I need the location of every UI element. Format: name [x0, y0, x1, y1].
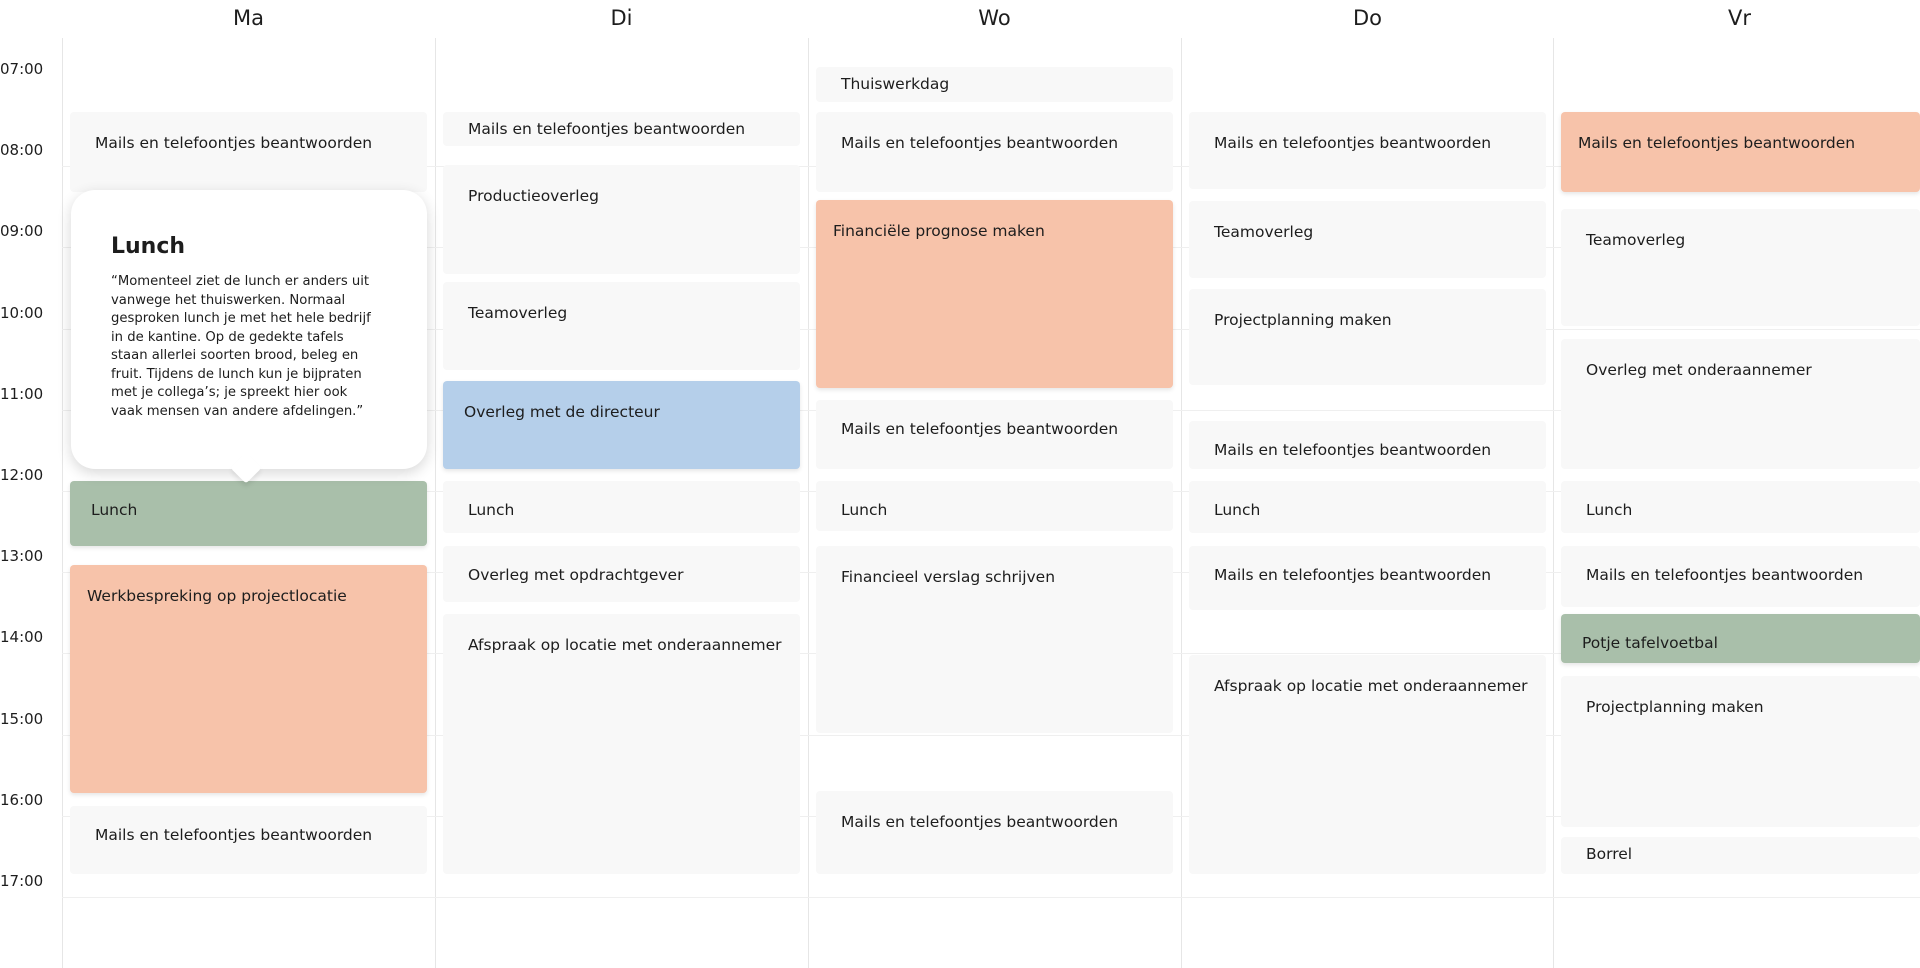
hour-label: 14:00: [0, 628, 44, 647]
calendar-event[interactable]: [816, 481, 1173, 531]
calendar-event[interactable]: [1189, 481, 1546, 532]
hour-label: 11:00: [0, 384, 44, 403]
event-label: Mails en telefoontjes beantwoorden: [1586, 566, 1864, 585]
calendar-event[interactable]: [1189, 201, 1546, 278]
event-label: Afspraak op locatie met onderaannemer: [1214, 676, 1528, 695]
event-label: Projectplanning maken: [1586, 698, 1764, 717]
column-divider: [808, 38, 809, 968]
calendar-event[interactable]: [443, 481, 800, 532]
calendar-event[interactable]: [443, 165, 800, 275]
calendar-event[interactable]: [70, 481, 427, 546]
calendar-event[interactable]: [70, 112, 427, 192]
event-label: Werkbespreking op projectlocatie: [87, 587, 347, 606]
hour-label: 07:00: [0, 60, 44, 78]
calendar-event[interactable]: [1189, 546, 1546, 610]
calendar-event[interactable]: [443, 282, 800, 370]
event-label: Overleg met de directeur: [464, 403, 660, 422]
event-label: Borrel: [1586, 845, 1633, 864]
calendar-event[interactable]: [443, 112, 800, 146]
event-label: Teamoverleg: [1586, 231, 1686, 250]
calendar-event[interactable]: [816, 200, 1173, 388]
calendar-event[interactable]: [443, 546, 800, 601]
day-header-vr: Vr: [1728, 6, 1751, 30]
event-label: Lunch: [1586, 501, 1633, 520]
event-label: Overleg met onderaannemer: [1586, 361, 1812, 380]
hour-label: 17:00: [0, 872, 44, 890]
event-label: Financiële prognose maken: [833, 221, 1045, 240]
event-label: Afspraak op locatie met onderaannemer: [468, 636, 782, 655]
day-header-wo: Wo: [978, 6, 1011, 30]
event-label: Overleg met opdrachtgever: [468, 566, 684, 585]
event-label: Mails en telefoontjes beantwoorden: [95, 133, 373, 152]
event-label: Mails en telefoontjes beantwoorden: [841, 813, 1119, 832]
hour-label: 15:00: [0, 709, 44, 728]
calendar-event[interactable]: [1561, 676, 1920, 826]
hour-label: 16:00: [0, 790, 44, 809]
event-label: Mails en telefoontjes beantwoorden: [1214, 440, 1492, 459]
column-divider: [1181, 38, 1182, 968]
event-label: Teamoverleg: [1214, 223, 1314, 242]
hour-gridline: [62, 897, 1920, 898]
event-label: Teamoverleg: [468, 304, 568, 323]
event-label: Productieoverleg: [468, 186, 599, 205]
event-popover: [71, 190, 427, 469]
calendar-event[interactable]: [443, 614, 800, 874]
calendar-event[interactable]: [1189, 289, 1546, 385]
event-label: Mails en telefoontjes beantwoorden: [95, 826, 373, 845]
calendar-event[interactable]: [1561, 209, 1920, 325]
calendar-event[interactable]: [443, 381, 800, 469]
hour-label: 13:00: [0, 547, 44, 566]
column-divider: [435, 38, 436, 968]
event-label: Mails en telefoontjes beantwoorden: [1214, 566, 1492, 585]
day-header-do: Do: [1352, 6, 1383, 30]
hour-label: 12:00: [0, 466, 44, 484]
hour-label: 10:00: [0, 303, 44, 322]
calendar-event[interactable]: [70, 565, 427, 792]
popover-title: Lunch: [111, 234, 186, 259]
calendar-event[interactable]: [1189, 112, 1546, 189]
calendar-event[interactable]: [1561, 546, 1920, 607]
calendar-event[interactable]: [1561, 339, 1920, 469]
calendar-event[interactable]: [1561, 112, 1920, 192]
event-label: Mails en telefoontjes beantwoorden: [841, 420, 1119, 439]
calendar-event[interactable]: [1561, 481, 1920, 532]
event-label: Financieel verslag schrijven: [841, 568, 1056, 587]
event-label: Potje tafelvoetbal: [1582, 634, 1718, 653]
day-header-di: Di: [610, 6, 633, 30]
calendar-event[interactable]: [816, 112, 1173, 192]
event-label: Mails en telefoontjes beantwoorden: [468, 119, 746, 138]
event-label: Mails en telefoontjes beantwoorden: [1578, 133, 1856, 152]
event-label: Thuiswerkdag: [841, 75, 950, 94]
event-label: Lunch: [468, 501, 515, 520]
event-label: Lunch: [841, 501, 888, 520]
event-label: Mails en telefoontjes beantwoorden: [1214, 133, 1492, 152]
event-label: Mails en telefoontjes beantwoorden: [841, 133, 1119, 152]
calendar-event[interactable]: [1561, 837, 1920, 874]
popover-body: “Momenteel ziet de lunch er anders uit vanwege het thuiswerken. Normaal gesproken lunch je met het hele bedrijf in de kantine. Op de gedekte tafels staan allerlei soorten brood, beleg en fruit. Tijdens de lunch kun je bijpraten met je collega’s; je spreekt hier ook vaak mensen van andere afdelingen.”: [111, 274, 371, 419]
hour-label: 09:00: [0, 222, 44, 241]
event-label: Lunch: [91, 501, 138, 520]
calendar-event[interactable]: [816, 791, 1173, 874]
day-header-ma: Ma: [233, 6, 264, 30]
event-label: Lunch: [1214, 501, 1261, 520]
calendar-event[interactable]: [1189, 655, 1546, 874]
calendar-event[interactable]: [816, 67, 1173, 102]
calendar-event[interactable]: [816, 546, 1173, 733]
hour-label: 08:00: [0, 141, 44, 160]
column-divider: [1553, 38, 1554, 968]
event-label: Projectplanning maken: [1214, 311, 1392, 330]
calendar-event[interactable]: [1561, 614, 1920, 663]
column-divider: [62, 38, 63, 968]
calendar-event[interactable]: [1189, 421, 1546, 470]
calendar-event[interactable]: [816, 400, 1173, 469]
calendar-event[interactable]: [70, 806, 427, 874]
